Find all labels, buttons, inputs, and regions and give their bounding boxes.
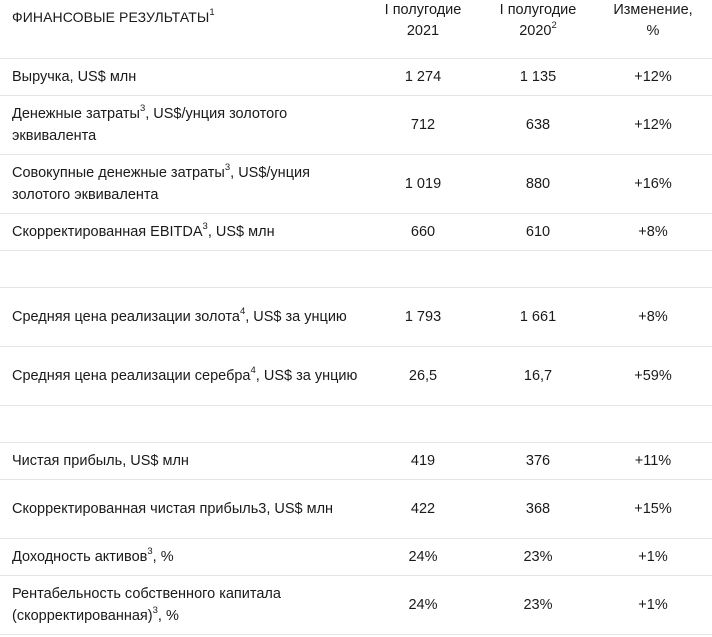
cell-h1-2021: 419 (364, 443, 482, 480)
column-header-line: I полугодие (499, 2, 577, 18)
cell-h1-2020: 610 (482, 214, 594, 251)
table-row (0, 539, 712, 576)
cell-change: +12% (594, 96, 712, 155)
table-title-text: ФИНАНСОВЫЕ РЕЗУЛЬТАТЫ (12, 9, 210, 25)
row-label-tail: , US$/унция золотого эквивалента (12, 165, 310, 203)
column-header-change (594, 0, 712, 59)
cell-change: +11% (594, 443, 712, 480)
table-header-row (0, 0, 712, 59)
spacer-cell (482, 251, 594, 288)
column-header-line: I полугодие (384, 2, 462, 18)
row-label-tail: , US$ за унцию (245, 309, 347, 325)
row-label-text: Средняя цена реализации золота (12, 309, 240, 325)
table-row (0, 576, 712, 635)
row-label (0, 539, 364, 576)
cell-h1-2021: 24% (364, 539, 482, 576)
footnote-marker: 2 (551, 20, 557, 32)
cell-h1-2021: 26,5 (364, 347, 482, 406)
row-label-tail: , US$ за унцию (255, 368, 358, 384)
cell-h1-2020: 368 (482, 480, 594, 539)
row-label-tail: , % (157, 608, 179, 624)
table-row (0, 480, 712, 539)
row-label-text: Средняя цена реализации серебра (12, 368, 251, 384)
row-label-tail: , US$ млн (207, 224, 275, 240)
spacer-cell (594, 251, 712, 288)
footnote-marker: 1 (209, 7, 215, 19)
footnote-marker: 3 (202, 221, 208, 233)
table-row (0, 347, 712, 406)
cell-change: +8% (594, 214, 712, 251)
cell-change: +59% (594, 347, 712, 406)
column-header-h1-2021 (364, 0, 482, 59)
table-row (0, 96, 712, 155)
cell-change: +8% (594, 288, 712, 347)
row-label-text: Скорректированная чистая прибыль3, US$ млн (12, 501, 334, 517)
row-label-text: Доходность активов (12, 549, 148, 565)
column-header-line (482, 21, 594, 42)
row-label (0, 288, 364, 347)
cell-h1-2021: 24% (364, 576, 482, 635)
footnote-marker: 4 (250, 365, 256, 377)
cell-change: +1% (594, 576, 712, 635)
cell-h1-2020: 880 (482, 155, 594, 214)
spacer-row (0, 251, 712, 288)
row-label (0, 347, 364, 406)
footnote-marker: 3 (139, 103, 146, 115)
spacer-cell (594, 406, 712, 443)
cell-h1-2020: 376 (482, 443, 594, 480)
cell-h1-2020: 23% (482, 576, 594, 635)
table-row (0, 443, 712, 480)
cell-h1-2021: 1 793 (364, 288, 482, 347)
row-label (0, 155, 364, 214)
table-row (0, 155, 712, 214)
row-label (0, 214, 364, 251)
table-row (0, 288, 712, 347)
spacer-row (0, 406, 712, 443)
spacer-cell (0, 406, 364, 443)
table-row (0, 214, 712, 251)
row-label-tail: , % (152, 549, 174, 565)
row-label (0, 576, 364, 635)
row-label-text: Скорректированная EBITDA (12, 224, 203, 240)
cell-h1-2021: 1 274 (364, 59, 482, 96)
cell-h1-2020: 1 661 (482, 288, 594, 347)
row-label-tail: , US$/унция золотого эквивалента (12, 106, 288, 144)
row-label (0, 480, 364, 539)
cell-change: +1% (594, 539, 712, 576)
table-title (0, 0, 364, 59)
column-header-year: 2020 (519, 23, 552, 39)
cell-change: +12% (594, 59, 712, 96)
row-label-text: Денежные затраты (12, 106, 140, 122)
footnote-marker: 3 (152, 605, 158, 617)
cell-h1-2021: 1 019 (364, 155, 482, 214)
footnote-marker: 3 (224, 162, 231, 174)
cell-h1-2020: 23% (482, 539, 594, 576)
column-header-line: 2021 (406, 23, 440, 39)
row-label-text: Чистая прибыль, US$ млн (12, 453, 189, 469)
cell-change: +15% (594, 480, 712, 539)
cell-h1-2020: 638 (482, 96, 594, 155)
spacer-cell (482, 406, 594, 443)
cell-h1-2020: 1 135 (482, 59, 594, 96)
row-label-text: Рентабельность собственного капитала (скорректированная) (12, 586, 281, 624)
row-label-text: Совокупные денежные затраты (12, 165, 225, 181)
column-header-h1-2020 (482, 0, 594, 59)
spacer-cell (364, 406, 482, 443)
spacer-cell (364, 251, 482, 288)
cell-change: +16% (594, 155, 712, 214)
cell-h1-2021: 712 (364, 96, 482, 155)
row-label-text: Выручка, US$ млн (12, 69, 137, 85)
row-label (0, 59, 364, 96)
spacer-cell (0, 251, 364, 288)
cell-h1-2021: 660 (364, 214, 482, 251)
cell-h1-2020: 16,7 (482, 347, 594, 406)
cell-h1-2021: 422 (364, 480, 482, 539)
row-label (0, 443, 364, 480)
column-header-line: Изменение, (613, 2, 693, 18)
table-row (0, 59, 712, 96)
column-header-line: % (646, 23, 660, 39)
row-label (0, 96, 364, 155)
footnote-marker: 4 (239, 306, 246, 318)
footnote-marker: 3 (147, 546, 153, 558)
